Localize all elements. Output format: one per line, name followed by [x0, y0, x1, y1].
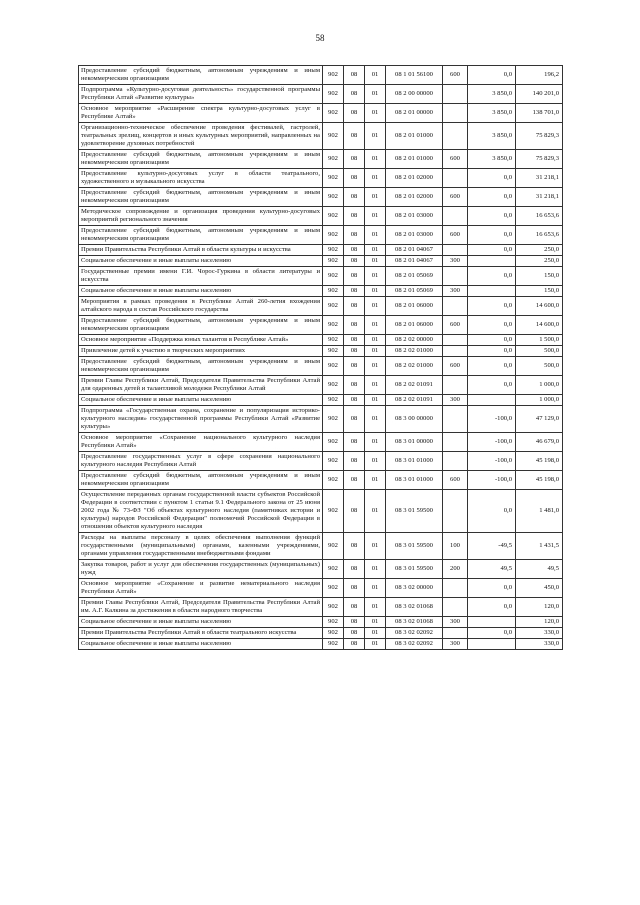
row-subsection: 01	[365, 245, 386, 256]
table-row	[79, 617, 563, 628]
row-name: Подпрограмма «Культурно-досуговая деятельность» государственной программы Республики Алтай «Развитие культуры»	[79, 85, 323, 104]
table-row	[79, 395, 563, 406]
row-total-amount: 1 481,0	[516, 490, 563, 533]
row-total-amount: 1 000,0	[516, 395, 563, 406]
row-section: 08	[344, 598, 365, 617]
row-section: 08	[344, 490, 365, 533]
row-change-amount: 49,5	[468, 560, 516, 579]
row-subsection: 01	[365, 104, 386, 123]
row-change-amount	[468, 395, 516, 406]
row-change-amount: -100,0	[468, 471, 516, 490]
row-target-article: 08 2 01 01000	[386, 123, 443, 150]
row-change-amount: 3 850,0	[468, 150, 516, 169]
row-total-amount: 140 201,0	[516, 85, 563, 104]
table-row	[79, 226, 563, 245]
row-section: 08	[344, 639, 365, 650]
table-row	[79, 357, 563, 376]
row-admin-code: 902	[323, 188, 344, 207]
table-row	[79, 628, 563, 639]
row-change-amount: 0,0	[468, 357, 516, 376]
row-target-article: 08 2 01 01000	[386, 150, 443, 169]
row-change-amount	[468, 639, 516, 650]
row-name: Социальное обеспечение и иные выплаты населению	[79, 639, 323, 650]
table-row	[79, 639, 563, 650]
table-row	[79, 85, 563, 104]
row-target-article: 08 3 02 00000	[386, 579, 443, 598]
row-total-amount: 46 679,0	[516, 433, 563, 452]
row-target-article: 08 3 01 00000	[386, 433, 443, 452]
row-change-amount	[468, 256, 516, 267]
row-target-article: 08 2 01 06000	[386, 297, 443, 316]
row-total-amount: 75 829,3	[516, 123, 563, 150]
table-row	[79, 376, 563, 395]
row-total-amount: 250,0	[516, 256, 563, 267]
row-expense-type	[443, 169, 468, 188]
row-subsection: 01	[365, 297, 386, 316]
row-subsection: 01	[365, 452, 386, 471]
table-row	[79, 335, 563, 346]
row-expense-type: 200	[443, 560, 468, 579]
row-section: 08	[344, 150, 365, 169]
row-section: 08	[344, 316, 365, 335]
row-admin-code: 902	[323, 452, 344, 471]
row-admin-code: 902	[323, 433, 344, 452]
row-admin-code: 902	[323, 169, 344, 188]
row-admin-code: 902	[323, 376, 344, 395]
row-admin-code: 902	[323, 628, 344, 639]
row-total-amount: 1 000,0	[516, 376, 563, 395]
row-total-amount: 14 600,0	[516, 297, 563, 316]
row-admin-code: 902	[323, 346, 344, 357]
row-section: 08	[344, 628, 365, 639]
row-expense-type: 300	[443, 256, 468, 267]
row-admin-code: 902	[323, 617, 344, 628]
row-name: Предоставление субсидий бюджетным, автономным учреждениям и иным некоммерческим организациям	[79, 226, 323, 245]
row-subsection: 01	[365, 433, 386, 452]
page-number: 58	[315, 33, 325, 43]
row-admin-code: 902	[323, 207, 344, 226]
row-target-article: 08 2 01 02000	[386, 169, 443, 188]
row-change-amount: 0,0	[468, 346, 516, 357]
row-admin-code: 902	[323, 123, 344, 150]
row-expense-type	[443, 579, 468, 598]
row-name: Предоставление субсидий бюджетным, автономным учреждениям и иным некоммерческим организациям	[79, 66, 323, 85]
row-section: 08	[344, 297, 365, 316]
row-target-article: 08 3 02 02092	[386, 628, 443, 639]
row-name: Мероприятия в рамках проведения в Республике Алтай 260-летия вхождения алтайского народа в состав Российского государства	[79, 297, 323, 316]
table-row	[79, 286, 563, 297]
row-total-amount: 31 218,1	[516, 188, 563, 207]
row-subsection: 01	[365, 533, 386, 560]
row-admin-code: 902	[323, 104, 344, 123]
row-section: 08	[344, 471, 365, 490]
row-target-article: 08 3 02 01068	[386, 598, 443, 617]
row-total-amount: 250,0	[516, 245, 563, 256]
table-row	[79, 169, 563, 188]
row-total-amount: 16 653,6	[516, 226, 563, 245]
row-name: Основное мероприятие «Расширение спектра культурно-досуговых услуг в Республике Алтай»	[79, 104, 323, 123]
row-expense-type: 300	[443, 617, 468, 628]
row-subsection: 01	[365, 639, 386, 650]
row-expense-type: 100	[443, 533, 468, 560]
row-change-amount: 0,0	[468, 297, 516, 316]
row-subsection: 01	[365, 617, 386, 628]
row-name: Подпрограмма «Государственная охрана, сохранение и популяризация историко-культурного наследия» государственной программы Республики Алтай «Развитие культуры»	[79, 406, 323, 433]
row-section: 08	[344, 267, 365, 286]
budget-table	[78, 65, 563, 650]
row-change-amount: 0,0	[468, 316, 516, 335]
row-total-amount: 500,0	[516, 357, 563, 376]
row-total-amount: 450,0	[516, 579, 563, 598]
row-section: 08	[344, 207, 365, 226]
row-name: Премии Правительства Республики Алтай в области культуры и искусства	[79, 245, 323, 256]
row-name: Социальное обеспечение и иные выплаты населению	[79, 395, 323, 406]
row-change-amount: -100,0	[468, 406, 516, 433]
row-subsection: 01	[365, 123, 386, 150]
row-target-article: 08 2 01 03000	[386, 226, 443, 245]
row-name: Организационно-техническое обеспечение проведения фестивалей, гастролей, театральных зрелищ, концертов и иных культурных мероприятий, направленных на удовлетворение духовных потребностей	[79, 123, 323, 150]
row-name: Предоставление субсидий бюджетным, автономным учреждениям и иным некоммерческим организациям	[79, 471, 323, 490]
row-section: 08	[344, 245, 365, 256]
row-section: 08	[344, 226, 365, 245]
row-total-amount: 138 701,0	[516, 104, 563, 123]
row-expense-type	[443, 346, 468, 357]
row-target-article: 08 2 01 00000	[386, 104, 443, 123]
row-section: 08	[344, 286, 365, 297]
row-target-article: 08 2 01 04067	[386, 256, 443, 267]
row-expense-type: 300	[443, 639, 468, 650]
row-subsection: 01	[365, 150, 386, 169]
row-name: Привлечение детей к участию в творческих мероприятиях	[79, 346, 323, 357]
row-admin-code: 902	[323, 267, 344, 286]
row-section: 08	[344, 104, 365, 123]
row-expense-type: 300	[443, 286, 468, 297]
row-name: Предоставление культурно-досуговых услуг в области театрального, художественного и музыкального искусства	[79, 169, 323, 188]
row-expense-type: 600	[443, 316, 468, 335]
row-admin-code: 902	[323, 66, 344, 85]
row-admin-code: 902	[323, 357, 344, 376]
row-expense-type: 600	[443, 150, 468, 169]
table-row	[79, 579, 563, 598]
row-total-amount: 45 198,0	[516, 452, 563, 471]
row-admin-code: 902	[323, 316, 344, 335]
row-name: Предоставление субсидий бюджетным, автономным учреждениям и иным некоммерческим организациям	[79, 150, 323, 169]
row-expense-type	[443, 207, 468, 226]
row-expense-type	[443, 598, 468, 617]
row-total-amount: 120,0	[516, 598, 563, 617]
row-subsection: 01	[365, 628, 386, 639]
row-name: Расходы на выплаты персоналу в целях обеспечения выполнения функций государственными (муниципальными) органами, казенными учреждениями, органами управления государственными внебюджетными фондами	[79, 533, 323, 560]
table-row	[79, 533, 563, 560]
table-row	[79, 123, 563, 150]
row-admin-code: 902	[323, 639, 344, 650]
table-row	[79, 452, 563, 471]
row-change-amount: 0,0	[468, 188, 516, 207]
table-row	[79, 267, 563, 286]
row-name: Предоставление государственных услуг в сфере сохранения национального культурного наследия Республики Алтай	[79, 452, 323, 471]
row-target-article: 08 2 02 01000	[386, 357, 443, 376]
table-row	[79, 256, 563, 267]
table-row	[79, 188, 563, 207]
row-expense-type: 300	[443, 395, 468, 406]
row-subsection: 01	[365, 560, 386, 579]
row-expense-type	[443, 104, 468, 123]
table-row	[79, 207, 563, 226]
row-section: 08	[344, 376, 365, 395]
row-expense-type	[443, 267, 468, 286]
row-total-amount: 45 198,0	[516, 471, 563, 490]
row-admin-code: 902	[323, 335, 344, 346]
row-expense-type: 600	[443, 66, 468, 85]
row-expense-type	[443, 628, 468, 639]
row-section: 08	[344, 66, 365, 85]
row-subsection: 01	[365, 346, 386, 357]
budget-table-body	[79, 66, 563, 650]
row-target-article: 08 3 02 01068	[386, 617, 443, 628]
row-total-amount: 150,0	[516, 286, 563, 297]
row-section: 08	[344, 617, 365, 628]
row-subsection: 01	[365, 471, 386, 490]
row-change-amount: 0,0	[468, 169, 516, 188]
row-name: Социальное обеспечение и иные выплаты населению	[79, 256, 323, 267]
row-name: Основное мероприятие «Сохранение национального культурного наследия Республики Алтай»	[79, 433, 323, 452]
row-change-amount	[468, 617, 516, 628]
row-admin-code: 902	[323, 490, 344, 533]
table-row	[79, 598, 563, 617]
row-target-article: 08 2 01 05069	[386, 286, 443, 297]
row-admin-code: 902	[323, 297, 344, 316]
table-row	[79, 471, 563, 490]
row-subsection: 01	[365, 316, 386, 335]
row-expense-type	[443, 433, 468, 452]
row-section: 08	[344, 452, 365, 471]
row-subsection: 01	[365, 357, 386, 376]
row-target-article: 08 3 01 01000	[386, 452, 443, 471]
row-subsection: 01	[365, 395, 386, 406]
row-admin-code: 902	[323, 150, 344, 169]
row-subsection: 01	[365, 256, 386, 267]
row-change-amount: 3 850,0	[468, 123, 516, 150]
row-subsection: 01	[365, 406, 386, 433]
row-subsection: 01	[365, 286, 386, 297]
row-expense-type	[443, 376, 468, 395]
row-change-amount: 0,0	[468, 66, 516, 85]
row-expense-type	[443, 335, 468, 346]
table-row	[79, 560, 563, 579]
table-row	[79, 245, 563, 256]
row-total-amount: 500,0	[516, 346, 563, 357]
row-change-amount: 0,0	[468, 267, 516, 286]
row-name: Премии Главы Республики Алтай, Председателя Правительства Республики Алтай им. А.Г. Калкина за достижения в области народного творчества	[79, 598, 323, 617]
row-name: Государственные премии имени Г.И. Чорос-Гуркина в области литературы и искусства	[79, 267, 323, 286]
table-row	[79, 150, 563, 169]
row-change-amount: 0,0	[468, 598, 516, 617]
row-target-article: 08 2 01 04067	[386, 245, 443, 256]
table-row	[79, 433, 563, 452]
row-name: Премии Правительства Республики Алтай в области театрального искусства	[79, 628, 323, 639]
row-change-amount: 0,0	[468, 245, 516, 256]
row-expense-type	[443, 452, 468, 471]
row-section: 08	[344, 256, 365, 267]
row-admin-code: 902	[323, 395, 344, 406]
row-expense-type	[443, 245, 468, 256]
row-section: 08	[344, 169, 365, 188]
row-change-amount: -49,5	[468, 533, 516, 560]
row-change-amount: 0,0	[468, 226, 516, 245]
row-total-amount: 14 600,0	[516, 316, 563, 335]
row-section: 08	[344, 346, 365, 357]
row-expense-type: 600	[443, 357, 468, 376]
row-name: Методическое сопровождение и организация проведения культурно-досуговых мероприятий регионального значения	[79, 207, 323, 226]
row-subsection: 01	[365, 376, 386, 395]
row-name: Основное мероприятие «Поддержка юных талантов в Республике Алтай»	[79, 335, 323, 346]
row-name: Предоставление субсидий бюджетным, автономным учреждениям и иным некоммерческим организациям	[79, 188, 323, 207]
row-expense-type: 600	[443, 188, 468, 207]
row-expense-type	[443, 490, 468, 533]
row-subsection: 01	[365, 598, 386, 617]
row-change-amount	[468, 286, 516, 297]
row-subsection: 01	[365, 579, 386, 598]
table-row	[79, 406, 563, 433]
row-expense-type: 600	[443, 471, 468, 490]
row-section: 08	[344, 188, 365, 207]
row-section: 08	[344, 335, 365, 346]
row-change-amount: 0,0	[468, 490, 516, 533]
row-total-amount: 150,0	[516, 267, 563, 286]
row-expense-type	[443, 297, 468, 316]
row-admin-code: 902	[323, 226, 344, 245]
row-total-amount: 16 653,6	[516, 207, 563, 226]
row-target-article: 08 2 01 02000	[386, 188, 443, 207]
row-change-amount: -100,0	[468, 433, 516, 452]
row-target-article: 08 3 00 00000	[386, 406, 443, 433]
row-change-amount: 3 850,0	[468, 85, 516, 104]
row-admin-code: 902	[323, 579, 344, 598]
row-section: 08	[344, 123, 365, 150]
row-subsection: 01	[365, 85, 386, 104]
row-admin-code: 902	[323, 598, 344, 617]
table-row	[79, 490, 563, 533]
row-name: Закупка товаров, работ и услуг для обеспечения государственных (муниципальных) нужд	[79, 560, 323, 579]
row-target-article: 08 3 01 01000	[386, 471, 443, 490]
row-total-amount: 330,0	[516, 639, 563, 650]
row-section: 08	[344, 357, 365, 376]
row-section: 08	[344, 533, 365, 560]
row-total-amount: 120,0	[516, 617, 563, 628]
row-section: 08	[344, 395, 365, 406]
row-change-amount: 0,0	[468, 579, 516, 598]
table-row	[79, 104, 563, 123]
row-name: Предоставление субсидий бюджетным, автономным учреждениям и иным некоммерческим организациям	[79, 357, 323, 376]
row-name: Социальное обеспечение и иные выплаты населению	[79, 286, 323, 297]
row-subsection: 01	[365, 335, 386, 346]
row-section: 08	[344, 406, 365, 433]
row-target-article: 08 2 02 01091	[386, 395, 443, 406]
row-change-amount: 0,0	[468, 335, 516, 346]
table-row	[79, 297, 563, 316]
row-admin-code: 902	[323, 286, 344, 297]
row-subsection: 01	[365, 66, 386, 85]
row-admin-code: 902	[323, 560, 344, 579]
row-name: Осуществление переданных органам государственной власти субъектов Российской Федерации в соответствии с пунктом 1 статьи 9.1 Федерального закона от 25 июня 2002 года № 73-ФЗ "Об объектах культурного наследия (памятниках истории и культуры) народов Российской Федерации" полномочий Российской Федерации в отношении объектов культурного наследия	[79, 490, 323, 533]
row-total-amount: 330,0	[516, 628, 563, 639]
row-expense-type: 600	[443, 226, 468, 245]
row-total-amount: 31 218,1	[516, 169, 563, 188]
row-total-amount: 49,5	[516, 560, 563, 579]
row-change-amount: -100,0	[468, 452, 516, 471]
row-admin-code: 902	[323, 471, 344, 490]
row-admin-code: 902	[323, 533, 344, 560]
row-subsection: 01	[365, 267, 386, 286]
row-total-amount: 75 829,3	[516, 150, 563, 169]
row-change-amount: 0,0	[468, 376, 516, 395]
row-total-amount: 1 500,0	[516, 335, 563, 346]
row-admin-code: 902	[323, 245, 344, 256]
row-target-article: 08 2 02 01091	[386, 376, 443, 395]
row-section: 08	[344, 579, 365, 598]
row-target-article: 08 3 01 59500	[386, 533, 443, 560]
row-total-amount: 47 129,0	[516, 406, 563, 433]
row-total-amount: 1 431,5	[516, 533, 563, 560]
row-total-amount: 196,2	[516, 66, 563, 85]
row-name: Социальное обеспечение и иные выплаты населению	[79, 617, 323, 628]
row-target-article: 08 2 01 05069	[386, 267, 443, 286]
row-subsection: 01	[365, 226, 386, 245]
row-admin-code: 902	[323, 85, 344, 104]
row-target-article: 08 2 01 06000	[386, 316, 443, 335]
row-expense-type	[443, 406, 468, 433]
row-admin-code: 902	[323, 406, 344, 433]
row-name: Основное мероприятие «Сохранение и развитие нематериального наследия Республики Алтай»	[79, 579, 323, 598]
row-section: 08	[344, 433, 365, 452]
table-row	[79, 66, 563, 85]
row-expense-type	[443, 123, 468, 150]
row-target-article: 08 1 01 56100	[386, 66, 443, 85]
row-subsection: 01	[365, 207, 386, 226]
row-section: 08	[344, 85, 365, 104]
row-change-amount: 0,0	[468, 628, 516, 639]
row-target-article: 08 2 00 00000	[386, 85, 443, 104]
row-target-article: 08 2 02 01000	[386, 346, 443, 357]
row-name: Премии Главы Республики Алтай, Председателя Правительства Республики Алтай для одаренных детей и талантливой молодежи Республики Алтай	[79, 376, 323, 395]
row-change-amount: 3 850,0	[468, 104, 516, 123]
row-subsection: 01	[365, 169, 386, 188]
table-row	[79, 346, 563, 357]
row-target-article: 08 3 01 59500	[386, 490, 443, 533]
row-name: Предоставление субсидий бюджетным, автономным учреждениям и иным некоммерческим организациям	[79, 316, 323, 335]
table-row	[79, 316, 563, 335]
row-section: 08	[344, 560, 365, 579]
row-target-article: 08 2 02 00000	[386, 335, 443, 346]
row-subsection: 01	[365, 188, 386, 207]
row-target-article: 08 3 01 59500	[386, 560, 443, 579]
row-expense-type	[443, 85, 468, 104]
row-subsection: 01	[365, 490, 386, 533]
row-change-amount: 0,0	[468, 207, 516, 226]
row-target-article: 08 3 02 02092	[386, 639, 443, 650]
row-admin-code: 902	[323, 256, 344, 267]
row-target-article: 08 2 01 03000	[386, 207, 443, 226]
